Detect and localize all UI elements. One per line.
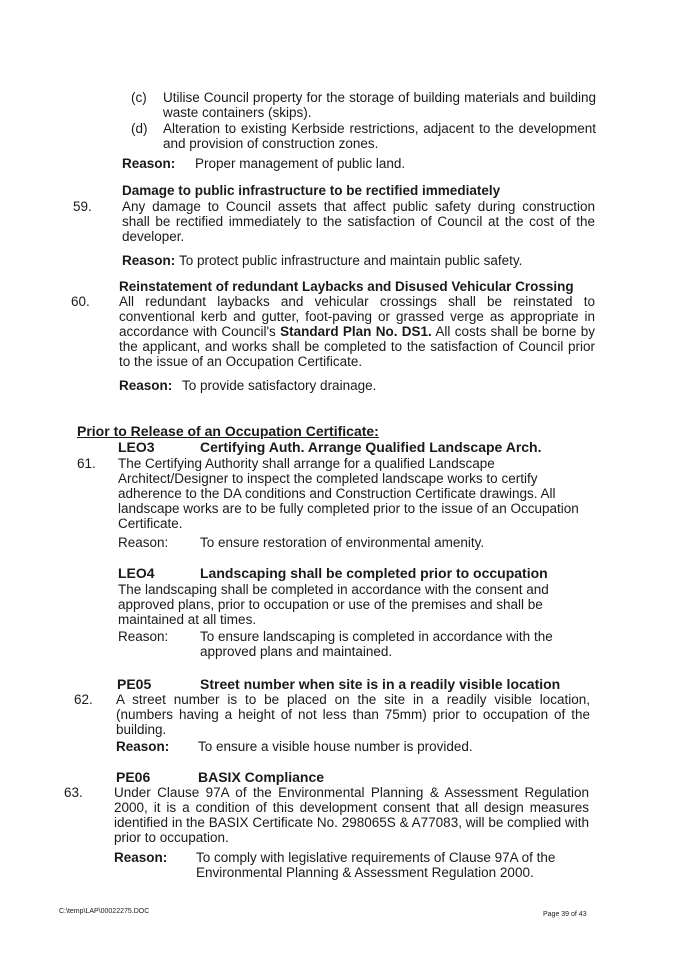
condition-number: 61. xyxy=(77,456,96,471)
reason-text: To comply with legislative requirements of Clause 97A of the Environmental Planning & Assessment Regulation 2000. xyxy=(196,850,556,880)
reason-text: To ensure a visible house number is provided. xyxy=(198,739,473,754)
condition-code: PE05 xyxy=(117,676,152,692)
condition-heading: Certifying Auth. Arrange Qualified Landscape Arch. xyxy=(200,439,542,455)
reason-label: Reason: xyxy=(116,739,170,754)
reason-label: Reason: xyxy=(122,156,176,171)
item-d-text: Alteration to existing Kerbside restrictions, adjacent to the development and provision of construction zones. xyxy=(163,121,596,151)
condition-body xyxy=(119,294,595,369)
reason-text: To ensure landscaping is completed in accordance with the approved plans and maintained. xyxy=(200,629,553,659)
section-heading: Prior to Release of an Occupation Certificate: xyxy=(77,423,379,439)
standard-plan-ref: Standard Plan No. DS1. xyxy=(280,324,432,339)
condition-number: 63. xyxy=(64,785,83,800)
condition-body: A street number is to be placed on the site in a readily visible location, (numbers having a height of not less than 75mm) prior to occupation of the building. xyxy=(116,692,590,737)
footer-file-path: C:\temp\LAP\00022275.DOC xyxy=(59,908,150,915)
condition-body: Any damage to Council assets that affect public safety during construction shall be rectified immediately to the satisfaction of Council at the cost of the developer. xyxy=(122,199,595,244)
condition-body: Under Clause 97A of the Environmental Planning & Assessment Regulation 2000, it is a condition of this development consent that all design measures identified in the BASIX Certificate No. 298065S & A77083, will be complied with prior to occupation. xyxy=(114,785,589,845)
condition-number: 60. xyxy=(71,294,90,309)
item-c-text: Utilise Council property for the storage of building materials and building waste containers (skips). xyxy=(163,90,596,120)
body-text: All redundant laybacks and vehicular crossings shall be reinstated to conventional kerb and gutter, foot-paving or grassed verge as appropriate in accordance with Council's xyxy=(119,294,595,339)
body-text: All costs shall be borne by the applicant, and works shall be completed to the satisfaction of Council prior to the issue of an Occupation Certificate. xyxy=(119,324,596,369)
condition-heading: Landscaping shall be completed prior to occupation xyxy=(200,565,548,581)
reason-text: To provide satisfactory drainage. xyxy=(182,378,377,393)
reason-label: Reason: xyxy=(114,850,168,865)
condition-heading: Street number when site is in a readily visible location xyxy=(200,676,561,692)
condition-number: 62. xyxy=(74,692,93,707)
condition-code: PE06 xyxy=(116,769,151,785)
condition-heading: Damage to public infrastructure to be rectified immediately xyxy=(122,183,501,198)
reason-text: To ensure restoration of environmental amenity. xyxy=(200,535,485,550)
footer-page-number: Page 39 of 43 xyxy=(543,911,587,918)
reason-label: Reason: xyxy=(118,629,169,644)
condition-code: LEO4 xyxy=(118,565,155,581)
condition-body: The Certifying Authority shall arrange for a qualified Landscape Architect/Designer to inspect the completed landscape works to certify adherence to the DA conditions and Construction Certificate drawings. All landscape works are to be fully completed prior to the issue of an Occupation Certificate. xyxy=(118,456,579,531)
condition-code: LEO3 xyxy=(118,439,155,455)
item-d-label: (d) xyxy=(131,121,148,136)
condition-heading: Reinstatement of redundant Laybacks and Disused Vehicular Crossing xyxy=(119,279,574,294)
reason-text: To protect public infrastructure and maintain public safety. xyxy=(179,253,523,268)
reason-text: Proper management of public land. xyxy=(195,156,406,171)
reason-label: Reason: xyxy=(118,535,169,550)
reason-label: Reason: xyxy=(122,253,176,268)
reason-label: Reason: xyxy=(119,378,173,393)
condition-heading: BASIX Compliance xyxy=(198,769,325,785)
item-c-label: (c) xyxy=(131,90,147,105)
condition-body: The landscaping shall be completed in accordance with the consent and approved plans, prior to occupation or use of the premises and shall be maintained at all times. xyxy=(118,582,549,627)
condition-number: 59. xyxy=(73,199,92,214)
